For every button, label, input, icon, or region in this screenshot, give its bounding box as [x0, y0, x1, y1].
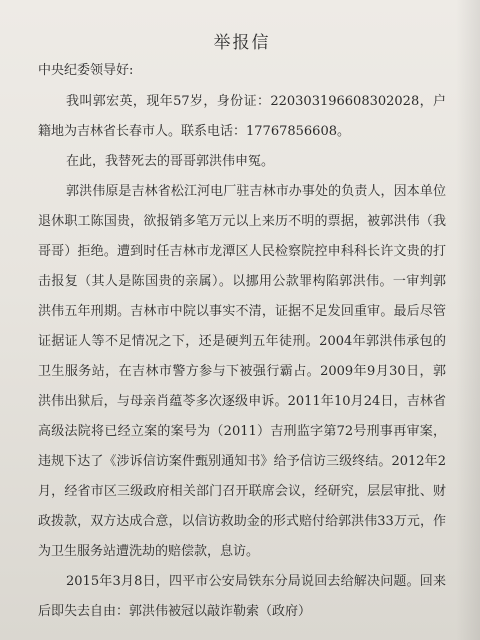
- letter-title: 举报信: [213, 33, 271, 53]
- paragraph-case-history: 郭洪伟原是吉林省松江河电厂驻吉林市办事处的负责人，因本单位退休职工陈国贵，欲报销多笔万元以上来历不明的票据，被郭洪伟（我哥哥）拒绝。遭到时任吉林市龙潭区人民检察院控申科科长许文贵的打击报复（其人是陈国贵的亲属）。以挪用公款罪构陷郭洪伟。一审判郭洪伟五年刑期。吉林市中院以事实不清，证据不足发回重审。最后尽管证据证人等不足情况之下，还是硬判五年徒刑。2004年郭洪伟承包的卫生服务站，在吉林市警方参与下被强行霸占。2009年9月30日，郭洪伟出狱后，与母亲肖蕴苓多次逐级申诉。2011年10月24日，吉林省高级法院将已经立案的案号为（2011）吉刑监字第72号刑事再审案，违规下达了《涉诉信访案件甄别通知书》给予信访三级终结。2012年2月，经省市区三级政府相关部门召开联席会议，经研究，层层审批、财政拨款，双方达成合意，以信访救助金的形式赔付给郭洪伟33万元，作为卫生服务站遭洗劫的赔偿款，息访。: [38, 184, 446, 559]
- paragraph-2015: 2015年3月8日，四平市公安局铁东分局说回去给解决问题。回来后即失去自由：郭洪伟被冠以敲诈勒索（政府）: [38, 574, 446, 619]
- paragraph-intro: 我叫郭宏英，现年57岁，身份证：220303196608302028，户籍地为吉林省长春市人。联系电话：17767856608。: [38, 94, 446, 139]
- salutation: 中央纪委领导好:: [38, 63, 134, 78]
- paragraph-purpose: 在此，我替死去的哥哥郭洪伟申冤。: [66, 154, 275, 169]
- page-edge-shadow: [456, 0, 480, 640]
